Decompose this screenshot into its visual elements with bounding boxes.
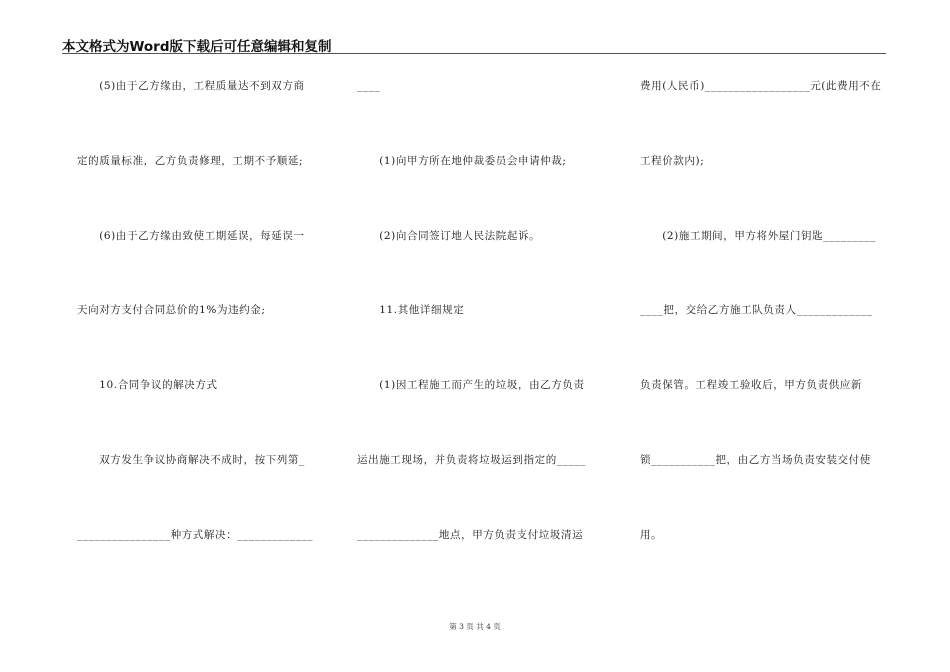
paragraph-line: 负责保管。工程竣工验收后，甲方负责供应新 <box>640 379 862 391</box>
paragraph-line: ______________地点，甲方负责支付垃圾清运 <box>357 529 584 541</box>
paragraph-line: 10.合同争议的解决方式 <box>77 379 218 391</box>
page-header-title: 本文格式为Word版下载后可任意编辑和复制 <box>62 39 332 55</box>
paragraph-line: (2)施工期间，甲方将外屋门钥匙_________ <box>640 230 876 242</box>
paragraph-line: 锁___________把，由乙方当场负责安装交付使 <box>640 454 871 466</box>
paragraph-line: 11.其他详细规定 <box>357 304 465 316</box>
header-divider <box>62 53 886 54</box>
paragraph-line: (6)由于乙方缘由致使工期延误，每延误一 <box>77 230 305 242</box>
paragraph-line: (5)由于乙方缘由，工程质量达不到双方商 <box>77 80 305 92</box>
paragraph-line: 用。 <box>640 529 663 541</box>
paragraph-line: 运出施工现场，并负责将垃圾运到指定的_____ <box>357 454 587 466</box>
paragraph-line: (2)向合同签订地人民法院起诉。 <box>357 230 541 242</box>
paragraph-line: (1)向甲方所在地仲裁委员会申请仲裁; <box>357 155 567 167</box>
page-number: 第 3 页 共 4 页 <box>449 622 501 631</box>
paragraph-line: 天向对方支付合同总价的1%为违约金; <box>77 304 266 316</box>
paragraph-line: (1)因工程施工而产生的垃圾，由乙方负责 <box>357 379 585 391</box>
paragraph-line: 工程价款内); <box>640 155 705 167</box>
paragraph-line: 定的质量标准，乙方负责修理，工期不予顺延; <box>77 155 304 167</box>
paragraph-line: 费用(人民币)__________________元(此费用不在 <box>640 80 882 92</box>
paragraph-line: 双方发生争议协商解决不成时，按下列第_ <box>77 454 305 466</box>
paragraph-line: ________________种方式解决：_____________ <box>77 529 314 541</box>
paragraph-line: ____把，交给乙方施工队负责人_____________ <box>640 304 873 316</box>
paragraph-line: ____ <box>357 80 381 92</box>
